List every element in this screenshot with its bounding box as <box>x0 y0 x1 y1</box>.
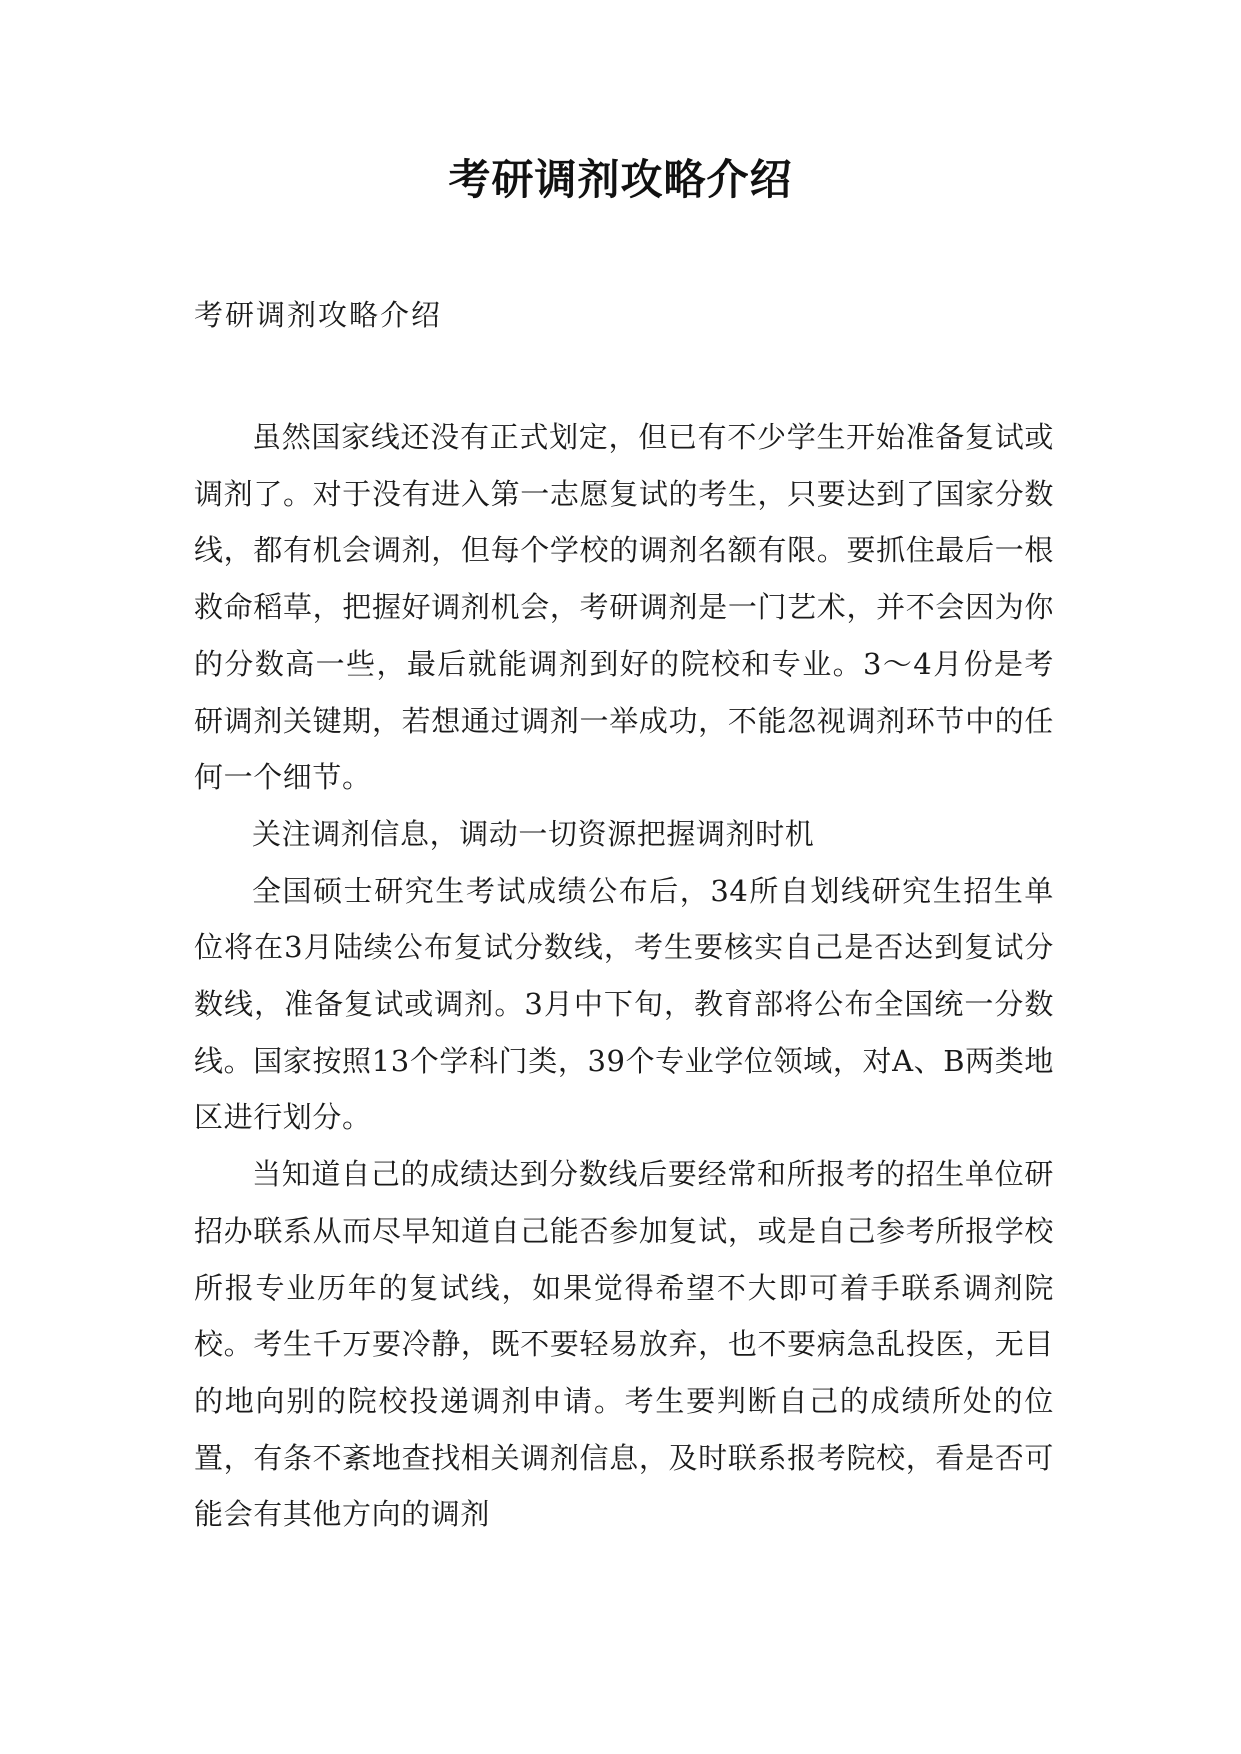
paragraph-heading: 关注调剂信息，调动一切资源把握调剂时机 <box>252 816 815 851</box>
paragraph-contact-advice: 当知道自己的成绩达到分数线后要经常和所报考的招生单位研招办联系从而尽早知道自己能否参加复试，或是自己参考所报学校所报专业历年的复试线，如果觉得希望不大即可着手联系调剂院校。考生千万要冷静，既不要轻易放弃，也不要病急乱投医，无目的地向别的院校投递调剂申请。考生要判断自己的成绩所处的位置，有条不紊地查找相关调剂信息，及时联系报考院校，看是否可能会有其他方向的调剂 <box>194 1157 1054 1532</box>
paragraph-score-lines: 全国硕士研究生考试成绩公布后，34所自划线研究生招生单位将在3月陆续公布复试分数线，考生要核实自己是否达到复试分数线，准备复试或调剂。3月中下旬，教育部将公布全国统一分数线。国家按照13个学科门类，39个专业学位领域，对A、B两类地区进行划分。 <box>194 873 1054 1135</box>
document-body <box>194 409 1054 1543</box>
paragraph-intro: 虽然国家线还没有正式划定，但已有不少学生开始准备复试或调剂了。对于没有进入第一志愿复试的考生，只要达到了国家分数线，都有机会调剂，但每个学校的调剂名额有限。要抓住最后一根救命稻草，把握好调剂机会，考研调剂是一门艺术，并不会因为你的分数高一些，最后就能调剂到好的院校和专业。3～4月份是考研调剂关键期，若想通过调剂一举成功，不能忽视调剂环节中的任何一个细节。 <box>194 420 1054 795</box>
document-subtitle: 考研调剂攻略介绍 <box>194 298 443 332</box>
document-title: 考研调剂攻略介绍 <box>448 155 793 204</box>
